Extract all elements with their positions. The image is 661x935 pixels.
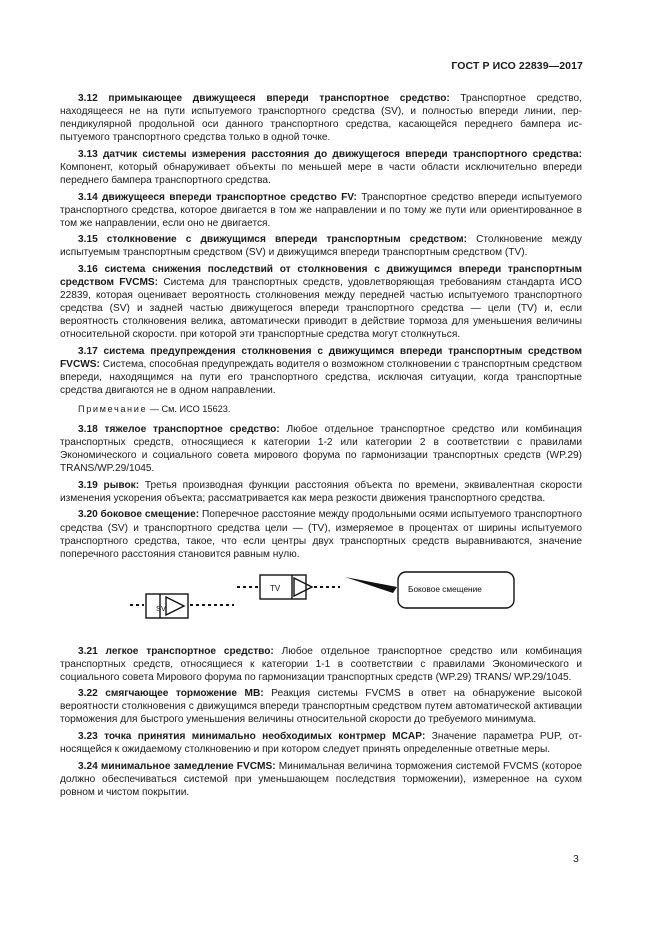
definition-text: Любое отдельное транспортное средство или комбинация транспортных средств, относящиеся к категории 1-2 или категории 2 в соответствии с правилами Экономического и социального совета мирового форума по гармонизации транспортных средств (WP.29) TRANS/WP.29/1045. (60, 424, 582, 475)
definition-paragraph (60, 148, 582, 187)
definitions-group-2 (60, 423, 582, 561)
lateral-offset-diagram (60, 567, 582, 629)
definition-term: 3.22 смягчающее торможение MB: (78, 688, 264, 700)
definition-term: 3.23 точка принятия минимально необходимых контрмер MCAP: (78, 731, 426, 743)
tv-direction-icon (294, 578, 312, 596)
callout-pointer (345, 577, 397, 593)
definition-text: Система, способная предупреждать водителя о возможном столкновении с транспортным средством впереди, находящимся на пути его транспортного средства, исключая ситуации, когда транспортные средства двигаются не в одном направлении. (60, 358, 582, 396)
definitions-group-1 (60, 92, 582, 397)
standard-header: ГОСТ Р ИСО 22839—2017 (451, 60, 583, 72)
definition-text: Любое отдельное транспортное средство или комбинация транспортных средств, относящиеся к категории 1-1 в соответствии с правилами Экономического и социального совета Мирового форума по гармонизации транспортных средств (WP.29) TRANS/ WP.29/1045. (60, 645, 583, 683)
definition-text: Реакция системы FVCMS в ответ на обнаружение высокой вероятности столкновения с движущимся впереди транспортным средством путем автоматической активации торможения для быстрого уменьшения величины относительной скорости до требуемого минимума. (60, 688, 582, 726)
definition-paragraph (60, 479, 582, 505)
tv-label: TV (270, 583, 281, 593)
definition-term: 3.20 боковое смещение: (78, 509, 200, 521)
definition-term: 3.15 столкновение с движущимся впереди транспортным средством: (78, 234, 467, 246)
definition-text: Транспортное средство впереди испытуемого транспортного средства, которое двигается в том же направлении и по тому же пути или ориентированное в том же направлении, если оно не двигается. (60, 191, 582, 229)
definition-paragraph (60, 191, 582, 230)
document-body (60, 92, 582, 803)
definition-text: Значение параметра PUP, относящейся к ожидаемому столкновению и при котором следует принять определенные ответные меры. (60, 731, 582, 756)
definition-text: Система для транспортных средств, удовлетворяющая требованиям стандарта ИСО 22839, которая оценивает вероятность столкновения между передней частью испытуемого транспортного средства (SV) и задней частью движущегося впереди транспортного средства — цели (TV) и, если вероятность столкновения велика, автоматически приводит в действие тормоза для уменьшения величины относительной скорости. при которой эти транспортные средства могут столкнуться. (60, 276, 582, 341)
definition-term: 3.12 примыкающее движущееся впереди транспортное средство: (78, 93, 450, 104)
definition-paragraph (60, 508, 582, 560)
lateral-offset-figure (60, 567, 582, 629)
definition-term: 3.18 тяжелое транспортное средство: (78, 424, 280, 435)
definition-term: 3.14 движущееся впереди транспортное средство FV: (78, 191, 357, 203)
tv-vehicle-body (260, 575, 306, 599)
definition-text: Транспортное средство, находящееся не на пути испытуемого транспортного средства (SV), и полностью впереди линии, перпендикулярной продольной оси данного транспортного средства, касающейся переднего бампера испытуемого транспортного средства только в одной точке. (60, 93, 582, 144)
definition-paragraph (60, 730, 582, 756)
note-text: — См. ИСО 15623. (147, 404, 231, 414)
definitions-group-3 (60, 645, 582, 799)
note (60, 403, 582, 415)
definition-paragraph (60, 423, 582, 475)
definition-paragraph (60, 92, 582, 144)
definition-text: Минимальная величина торможения системой FVCMS (которое должно обеспечиваться системой при уменьшающем последствия торможении), измеренное на сухом ровном и чистом покрытии. (60, 760, 582, 798)
definition-paragraph (60, 687, 582, 726)
definition-paragraph (60, 263, 582, 341)
definition-term: 3.19 рывок: (78, 479, 140, 491)
definition-paragraph (60, 760, 582, 799)
page-number: 3 (573, 853, 579, 865)
callout-text: Боковое смещение (408, 583, 482, 594)
definition-text: Третья производная функции расстояния объекта по времени, эквивалентная скорости изменения ускорения объекта; рассматривается как мера резкости движения транспортного средства. (60, 479, 582, 504)
definition-term: 3.24 минимальное замедление FVCMS: (78, 760, 276, 772)
definition-term: 3.13 датчик системы измерения расстояния до движущегося впереди транспортного средства: (78, 148, 582, 160)
definition-paragraph (60, 345, 582, 397)
definition-paragraph (60, 233, 582, 259)
definition-text: Поперечное расстояние между продольными осями испытуемого транспортного средства (SV) и транспортного средства цели — (TV), измеряемое в процентах от ширины испытуемого транспортного средства, такое, что если центры двух транспортных средств выравниваются, значение поперечного расстояния становится равным нулю. (60, 509, 582, 560)
definition-term: 3.16 система снижения последствий от столкновения с движущимся впереди транспортным средством FVCMS: (60, 263, 582, 288)
definition-text: Столкновение между испытуемым транспортным средством (SV) и движущимся впереди транспортным средством (TV). (60, 234, 582, 259)
definition-text: Компонент, который обнаруживает объекты по меньшей мере в части области исключительно впереди переднего бампера транспортного средства. (60, 161, 582, 186)
sv-label: SV (156, 603, 167, 613)
definition-paragraph (60, 645, 582, 684)
note-label: Примечание (78, 404, 148, 414)
sv-direction-icon (166, 597, 184, 615)
definition-term: 3.21 легкое транспортное средство: (78, 645, 274, 657)
definition-term: 3.17 система предупреждения столкновения с движущимся впереди транспортным средством FVCWS: (60, 345, 582, 370)
